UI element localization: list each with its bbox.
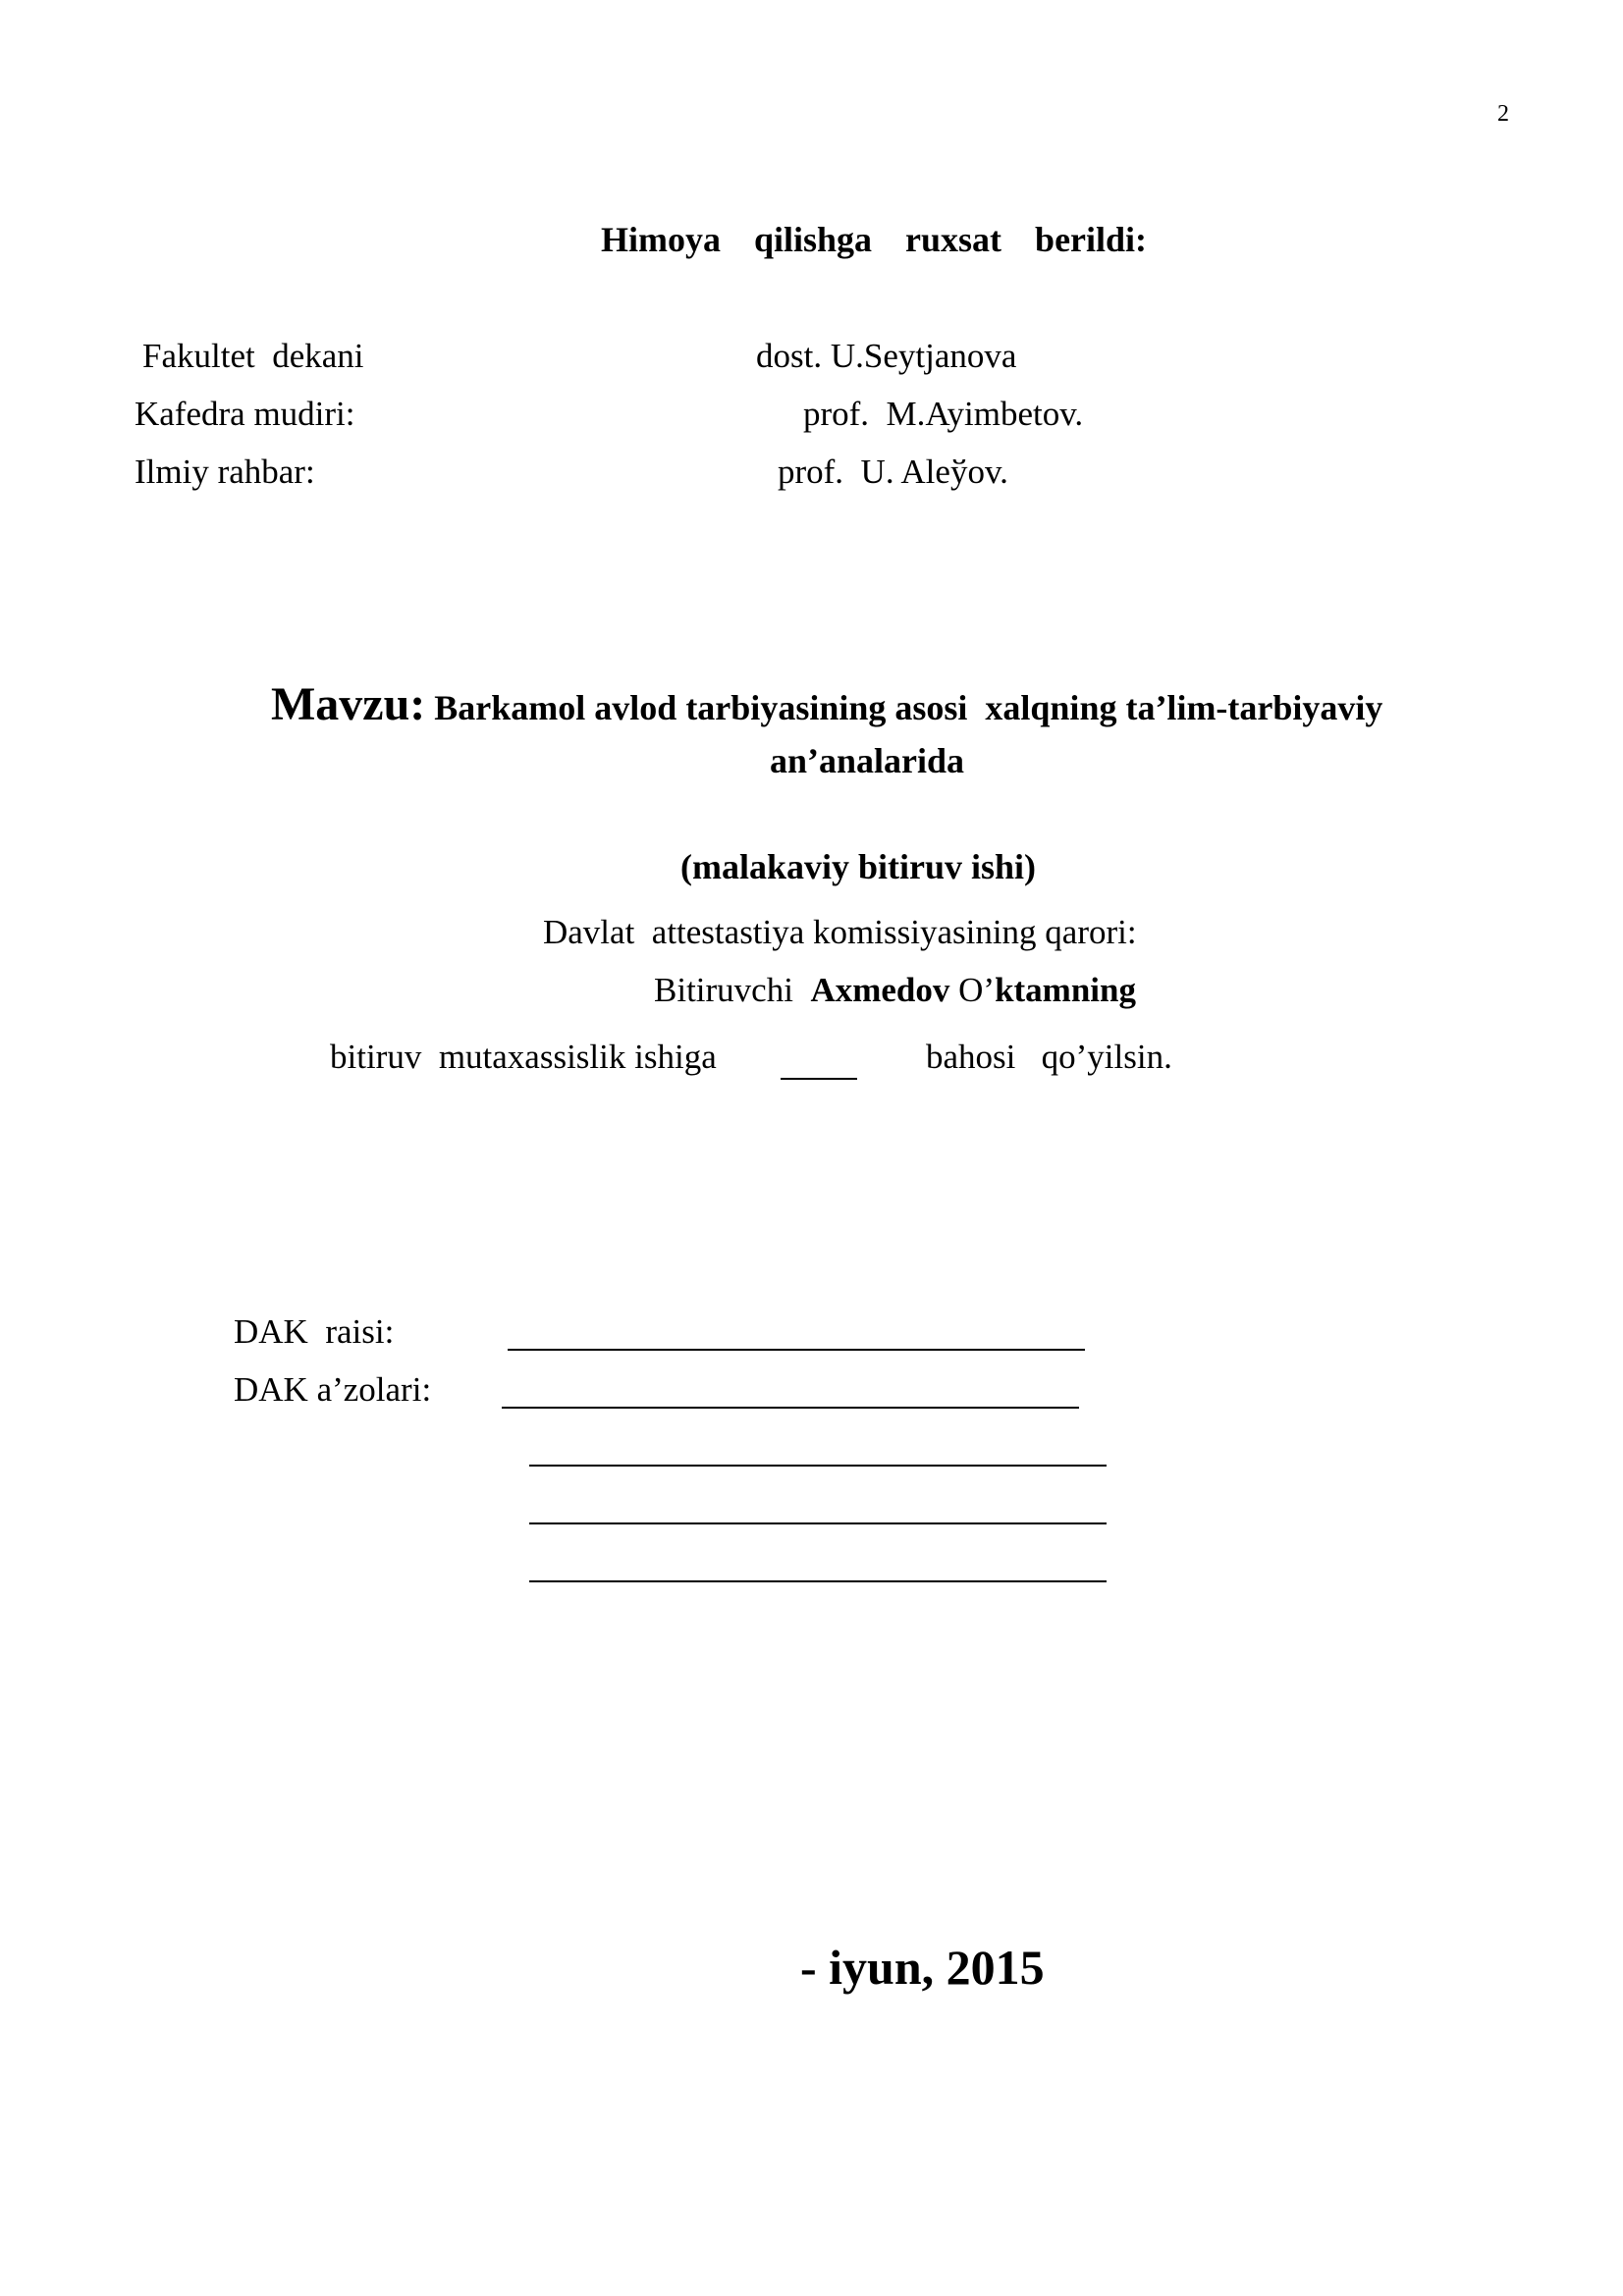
head-of-department-role: Kafedra mudiri: — [135, 395, 355, 433]
grade-text-left: bitiruv mutaxassislik ishiga — [330, 1038, 717, 1076]
grade-blank — [781, 1078, 857, 1080]
document-date: - iyun, 2015 — [800, 1940, 1045, 1995]
grade-text-right: bahosi qo’yilsin. — [926, 1038, 1172, 1076]
decision-heading: Davlat attestastiya komissiyasining qarori: — [543, 913, 1137, 951]
topic-title-line2: an’analarida — [770, 741, 965, 780]
member-signature-line — [502, 1407, 1079, 1409]
member-signature-line — [529, 1522, 1107, 1524]
topic-prefix: Mavzu: — [271, 678, 426, 730]
dean-role: Fakultet dekani — [142, 337, 364, 375]
chair-signature-line — [508, 1349, 1085, 1351]
page-number: 2 — [1497, 101, 1509, 127]
member-signature-line — [529, 1465, 1107, 1467]
member-signature-line — [529, 1580, 1107, 1582]
dean-name: dost. U.Seytjanova — [756, 337, 1017, 375]
supervisor-role: Ilmiy rahbar: — [135, 453, 315, 491]
graduate-prefix: Bitiruvchi — [654, 971, 811, 1009]
head-of-department-name: prof. M.Ayimbetov. — [803, 395, 1084, 433]
work-type: (malakaviy bitiruv ishi) — [680, 847, 1037, 886]
commission-members-label: DAK a’zolari: — [234, 1370, 432, 1409]
graduate-surname: Axmedov — [810, 971, 950, 1009]
commission-chair-label: DAK raisi: — [234, 1312, 395, 1351]
approval-title: Himoya qilishga ruxsat berildi: — [601, 220, 1148, 259]
graduate-name-part: O’ — [949, 971, 996, 1009]
topic-title-line1: Barkamol avlod tarbiyasining asosi xalqning ta’lim-tarbiyaviy — [425, 688, 1383, 727]
graduate-line — [654, 971, 1136, 1010]
graduate-name-rest: ktamning — [995, 971, 1136, 1009]
supervisor-name: prof. U. Aleўov. — [778, 453, 1008, 491]
topic-heading — [271, 677, 1382, 731]
